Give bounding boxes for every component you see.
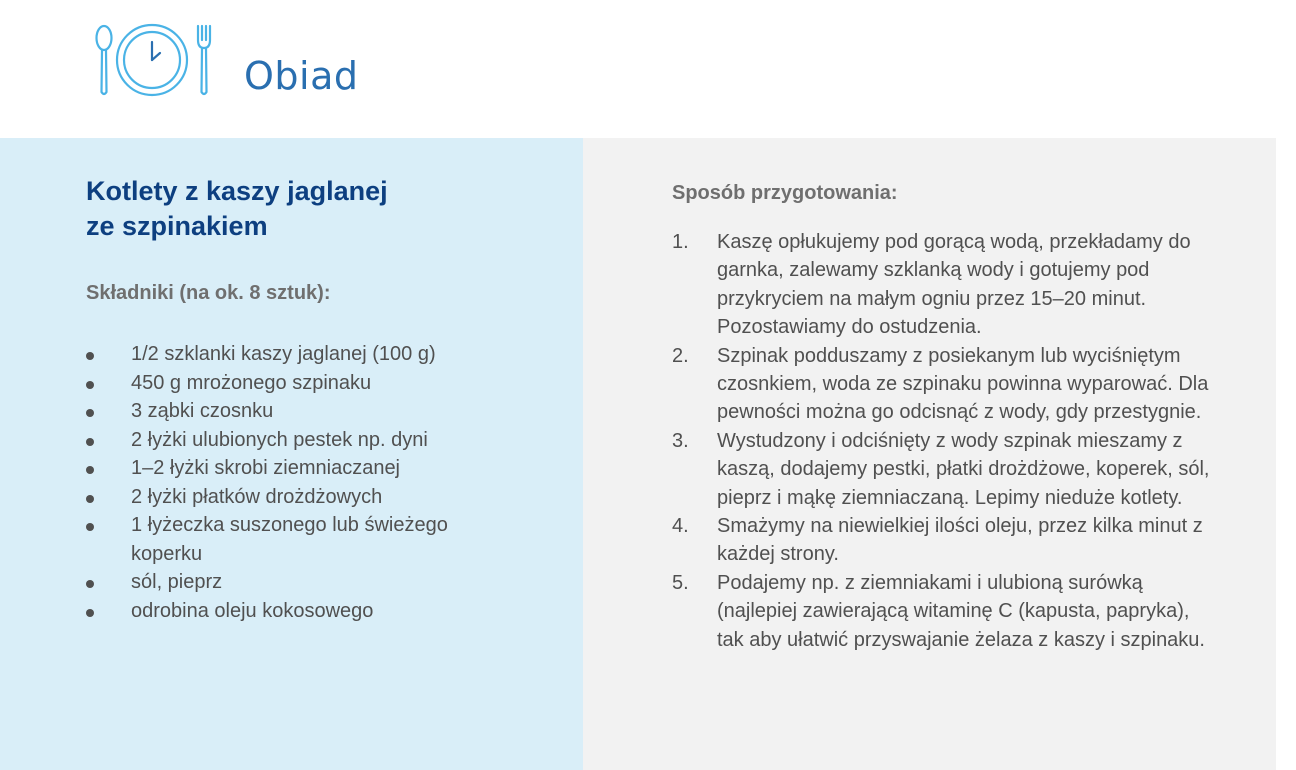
step-number: 2. (672, 344, 689, 367)
recipe-title (86, 174, 546, 244)
bullet-icon (86, 609, 94, 617)
page-header (0, 0, 1296, 138)
step-item (672, 427, 1212, 512)
step-item (672, 342, 1212, 427)
recipe-title-line-1: Kotlety z kaszy jaglanej (86, 176, 388, 206)
ingredient-text: sól, pieprz (131, 571, 223, 593)
step-item (672, 512, 1212, 569)
ingredients-list (86, 340, 506, 625)
ingredient-item (86, 340, 506, 369)
step-text: Kaszę opłukujemy pod gorącą wodą, przekładamy do garnka, zalewamy szklanką wody i gotujemy pod przykryciem na małym ogniu przez 15–20 minut. Pozostawiamy do ostudzenia. (717, 231, 1191, 339)
ingredient-text: odrobina oleju kokosowego (131, 599, 374, 622)
bullet-icon (86, 438, 94, 446)
bullet-icon (86, 523, 94, 531)
step-text: Wystudzony i odciśnięty z wody szpinak mieszamy z kaszą, dodajemy pestki, płatki drożdżowe, koperek, sól, pieprz i mąkę ziemniaczaną. Lepimy nieduże kotlety. (717, 429, 1210, 509)
ingredient-text: 1–2 łyżki skrobi ziemniaczanej (131, 457, 401, 479)
preparation-steps (672, 228, 1212, 654)
step-item (672, 228, 1212, 342)
ingredients-heading: Składniki (na ok. 8 sztuk): (86, 282, 331, 304)
ingredient-item (86, 597, 506, 626)
ingredient-item (86, 511, 506, 568)
bullet-icon (86, 580, 94, 588)
step-item (672, 569, 1212, 654)
bullet-icon (86, 352, 94, 360)
ingredient-text: 3 ząbki czosnku (131, 400, 274, 422)
ingredient-text: 450 g mrożonego szpinaku (131, 371, 372, 394)
step-number: 4. (672, 515, 689, 538)
preparation-panel (583, 138, 1276, 770)
meal-title: Obiad (244, 54, 359, 98)
ingredient-item (86, 454, 506, 483)
plate-clock-cutlery-icon (88, 20, 216, 100)
bullet-icon (86, 466, 94, 474)
ingredient-item (86, 369, 506, 398)
ingredient-text: 1 łyżeczka suszonego lub świeżego koperku (131, 514, 448, 565)
step-text: Szpinak podduszamy z posiekanym lub wyciśniętym czosnkiem, woda ze szpinaku powinna wyparować. Dla pewności można go odcisnąć z wody, gdy przestygnie. (717, 344, 1209, 424)
bullet-icon (86, 409, 94, 417)
recipe-title-line-2: ze szpinakiem (86, 211, 268, 241)
step-text: Podajemy np. z ziemniakami i ulubioną surówką (najlepiej zawierającą witaminę C (kapusta, papryka), tak aby ułatwić przyswajanie żelaza z kaszy i szpinaku. (717, 571, 1205, 651)
ingredient-item (86, 426, 506, 455)
ingredient-item (86, 397, 506, 426)
step-number: 5. (672, 571, 689, 594)
ingredients-panel (0, 138, 583, 770)
ingredient-item (86, 483, 506, 512)
bullet-icon (86, 495, 94, 503)
preparation-heading: Sposób przygotowania: (672, 182, 898, 204)
step-number: 1. (672, 231, 689, 253)
step-number: 3. (672, 429, 689, 452)
bullet-icon (86, 381, 94, 389)
ingredient-text: 2 łyżki ulubionych pestek np. dyni (131, 428, 428, 451)
step-text: Smażymy na niewielkiej ilości oleju, przez kilka minut z każdej strony. (717, 515, 1203, 566)
ingredient-text: 1/2 szklanki kaszy jaglanej (100 g) (131, 343, 436, 365)
ingredient-item (86, 568, 506, 597)
ingredient-text: 2 łyżki płatków drożdżowych (131, 485, 383, 508)
